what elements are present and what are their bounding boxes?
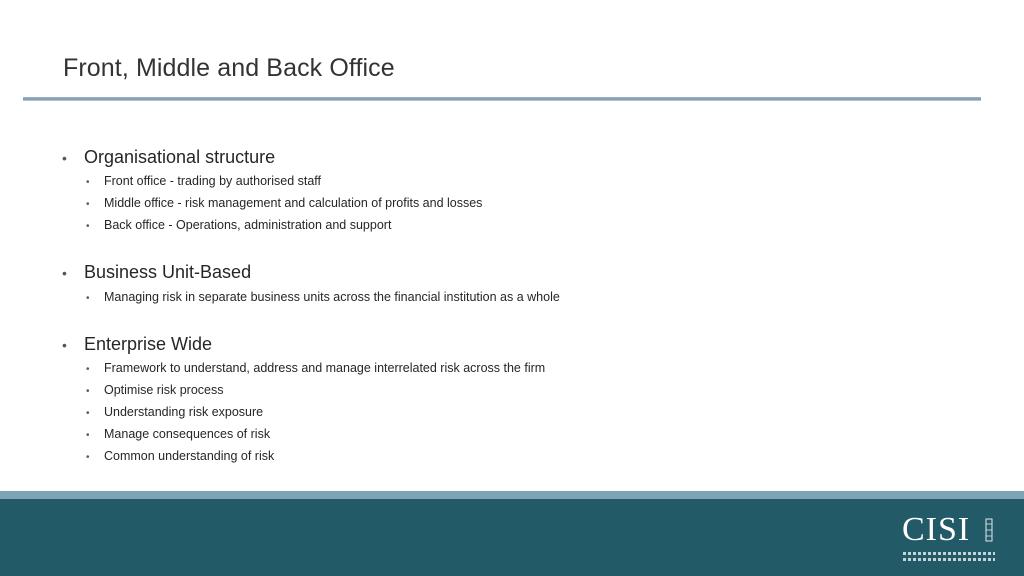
list-item (86, 218, 391, 232)
list-item-text: Manage consequences of risk (104, 427, 271, 441)
section-heading-label: Business Unit-Based (84, 262, 252, 282)
list-item-text: Optimise risk process (104, 383, 224, 397)
slide-title: Front, Middle and Back Office (63, 54, 395, 82)
footer-band (0, 499, 1024, 576)
bullet-icon: • (86, 408, 90, 419)
list-item-text: Middle office - risk management and calculation of profits and losses (104, 196, 483, 210)
cisi-logo (900, 512, 1000, 564)
cisi-logo-text: CISI (902, 511, 971, 548)
bullet-icon: • (86, 452, 90, 463)
list-item (86, 174, 321, 188)
list-item-text: Framework to understand, address and manage interrelated risk across the firm (104, 361, 546, 375)
bullet-icon: • (86, 430, 90, 441)
section-heading-enterprise-wide (62, 334, 212, 355)
list-item (86, 196, 482, 210)
section-heading-label: Enterprise Wide (84, 334, 213, 354)
logo-tagline-mark (903, 552, 995, 555)
bullet-icon: • (86, 221, 90, 232)
logo-tagline-mark (903, 558, 995, 561)
bullet-icon: • (86, 293, 90, 304)
list-item (86, 449, 274, 463)
list-item-text: Understanding risk exposure (104, 405, 264, 419)
list-item (86, 427, 270, 441)
crest-icon (984, 518, 994, 542)
section-heading-organisational-structure (62, 147, 275, 168)
list-item-text: Managing risk in separate business units across the financial institution as a whole (104, 290, 560, 304)
list-item-text: Back office - Operations, administration and support (104, 218, 392, 232)
list-item-text: Common understanding of risk (104, 449, 275, 463)
list-item (86, 405, 263, 419)
bullet-icon: • (86, 386, 90, 397)
section-heading-business-unit-based (62, 262, 251, 283)
bullet-icon: • (86, 199, 90, 210)
bullet-icon: • (62, 150, 67, 166)
bullet-icon: • (62, 265, 67, 281)
list-item (86, 383, 223, 397)
list-item-text: Front office - trading by authorised staff (104, 174, 322, 188)
section-heading-label: Organisational structure (84, 147, 276, 167)
list-item (86, 361, 545, 375)
bullet-icon: • (86, 177, 90, 188)
bullet-icon: • (86, 364, 90, 375)
bullet-icon: • (62, 337, 67, 353)
footer-accent-band (0, 491, 1024, 499)
list-item (86, 290, 560, 304)
